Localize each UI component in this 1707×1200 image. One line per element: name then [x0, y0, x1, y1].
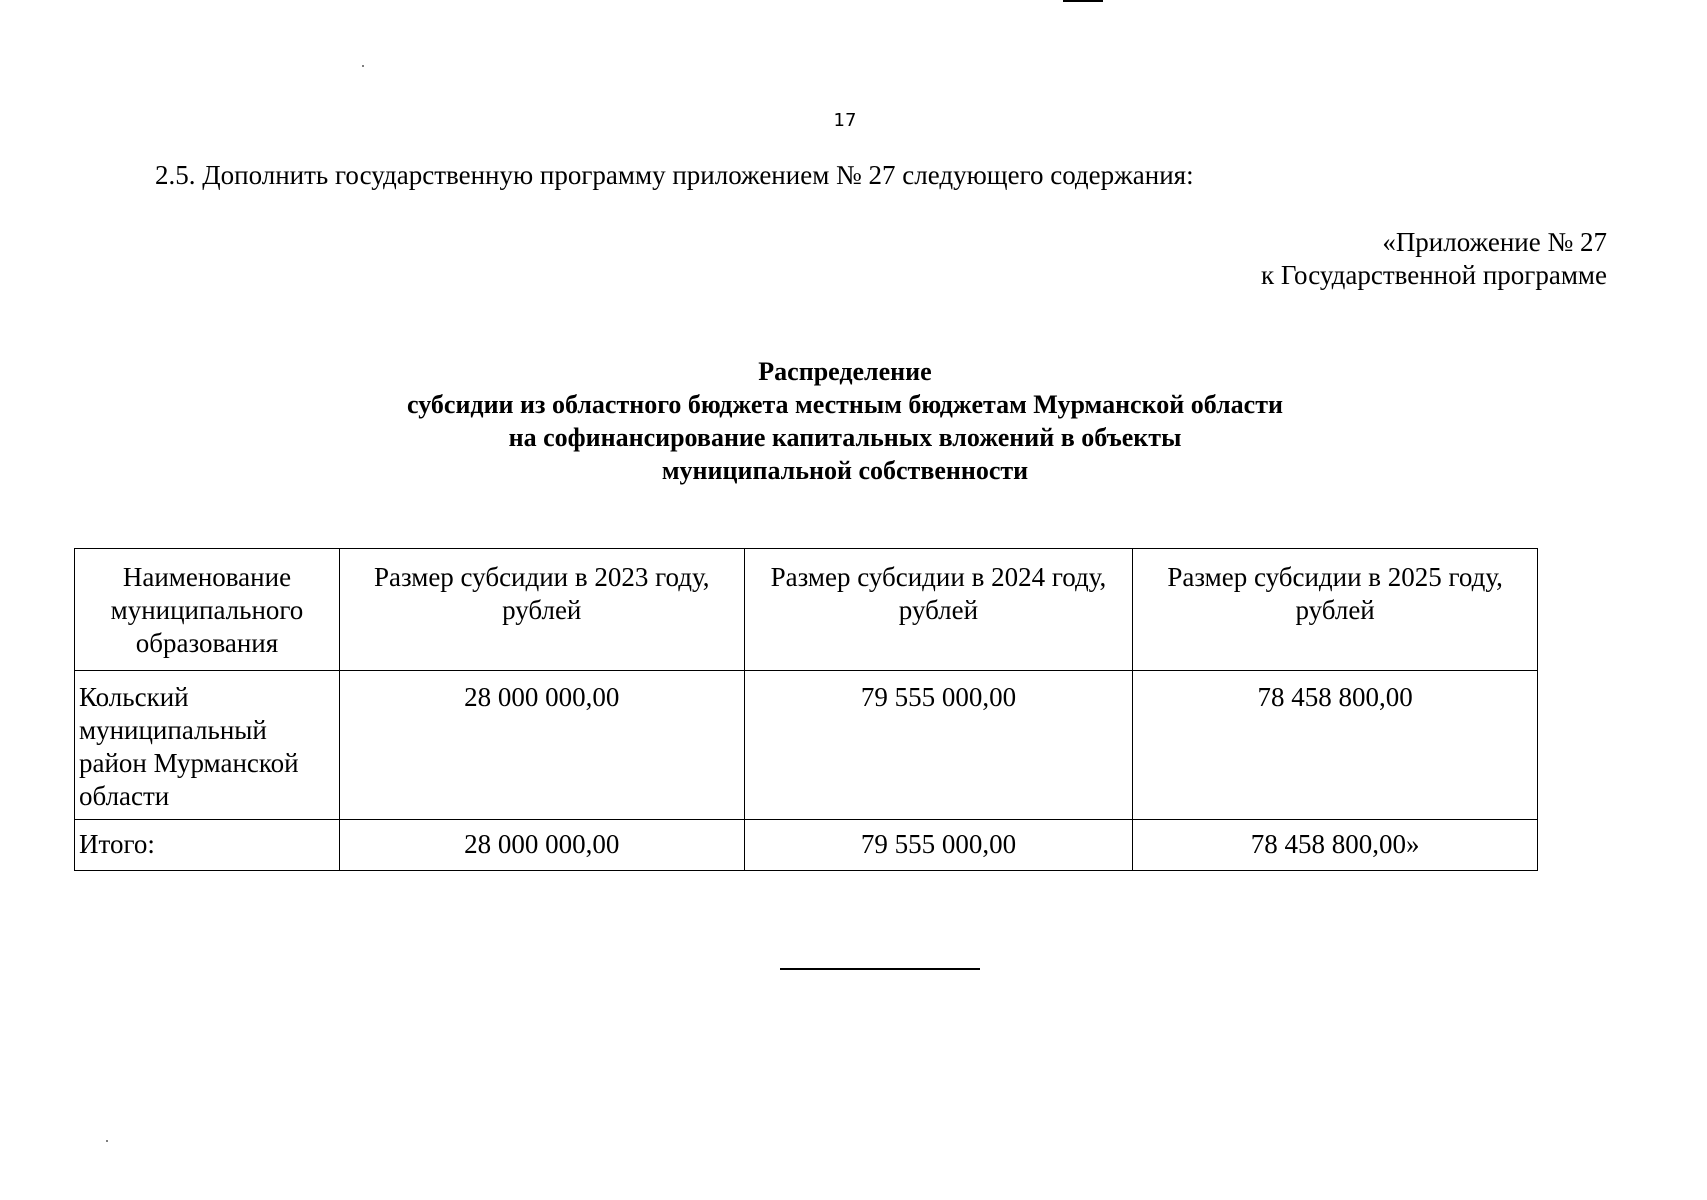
total-2024-cell: 79 555 000,00 [744, 820, 1133, 871]
header-2023: Размер субсидии в 2023 году, рублей [339, 549, 744, 671]
amount-2024-cell: 79 555 000,00 [744, 671, 1133, 820]
total-2025-cell: 78 458 800,00» [1133, 820, 1538, 871]
amount-2023-cell: 28 000 000,00 [339, 671, 744, 820]
title-line: Распределение [758, 357, 932, 386]
municipality-cell: Кольский муниципальный район Мурманской области [75, 671, 340, 820]
appendix-line: к Государственной программе [1260, 260, 1607, 290]
scan-speck [106, 1140, 108, 1142]
total-label-cell: Итого: [75, 820, 340, 871]
table-total-row [75, 820, 1538, 871]
appendix-reference [1261, 226, 1607, 292]
title-line: субсидии из областного бюджета местным бюджетам Мурманской области [407, 390, 1283, 419]
bottom-separator-line [780, 968, 980, 970]
amount-2025-cell: 78 458 800,00 [1133, 671, 1538, 820]
header-2025: Размер субсидии в 2025 году, рублей [1133, 549, 1538, 671]
scan-speck [362, 65, 364, 67]
header-municipality: Наименование муниципального образования [75, 549, 340, 671]
subsidy-table [74, 548, 1538, 871]
title-line: муниципальной собственности [661, 456, 1029, 485]
table-row [75, 671, 1538, 820]
total-2023-cell: 28 000 000,00 [339, 820, 744, 871]
title-line: на софинансирование капитальных вложений в объекты [508, 423, 1182, 452]
header-2024: Размер субсидии в 2024 году, рублей [744, 549, 1133, 671]
page-number: 17 [833, 110, 857, 131]
table-header-row [75, 549, 1538, 671]
top-separator-line [1063, 0, 1103, 2]
instruction-paragraph: 2.5. Дополнить государственную программу приложением № 27 следующего содержания: [155, 160, 1194, 190]
document-title [0, 355, 1690, 487]
appendix-line: «Приложение № 27 [1382, 227, 1607, 257]
